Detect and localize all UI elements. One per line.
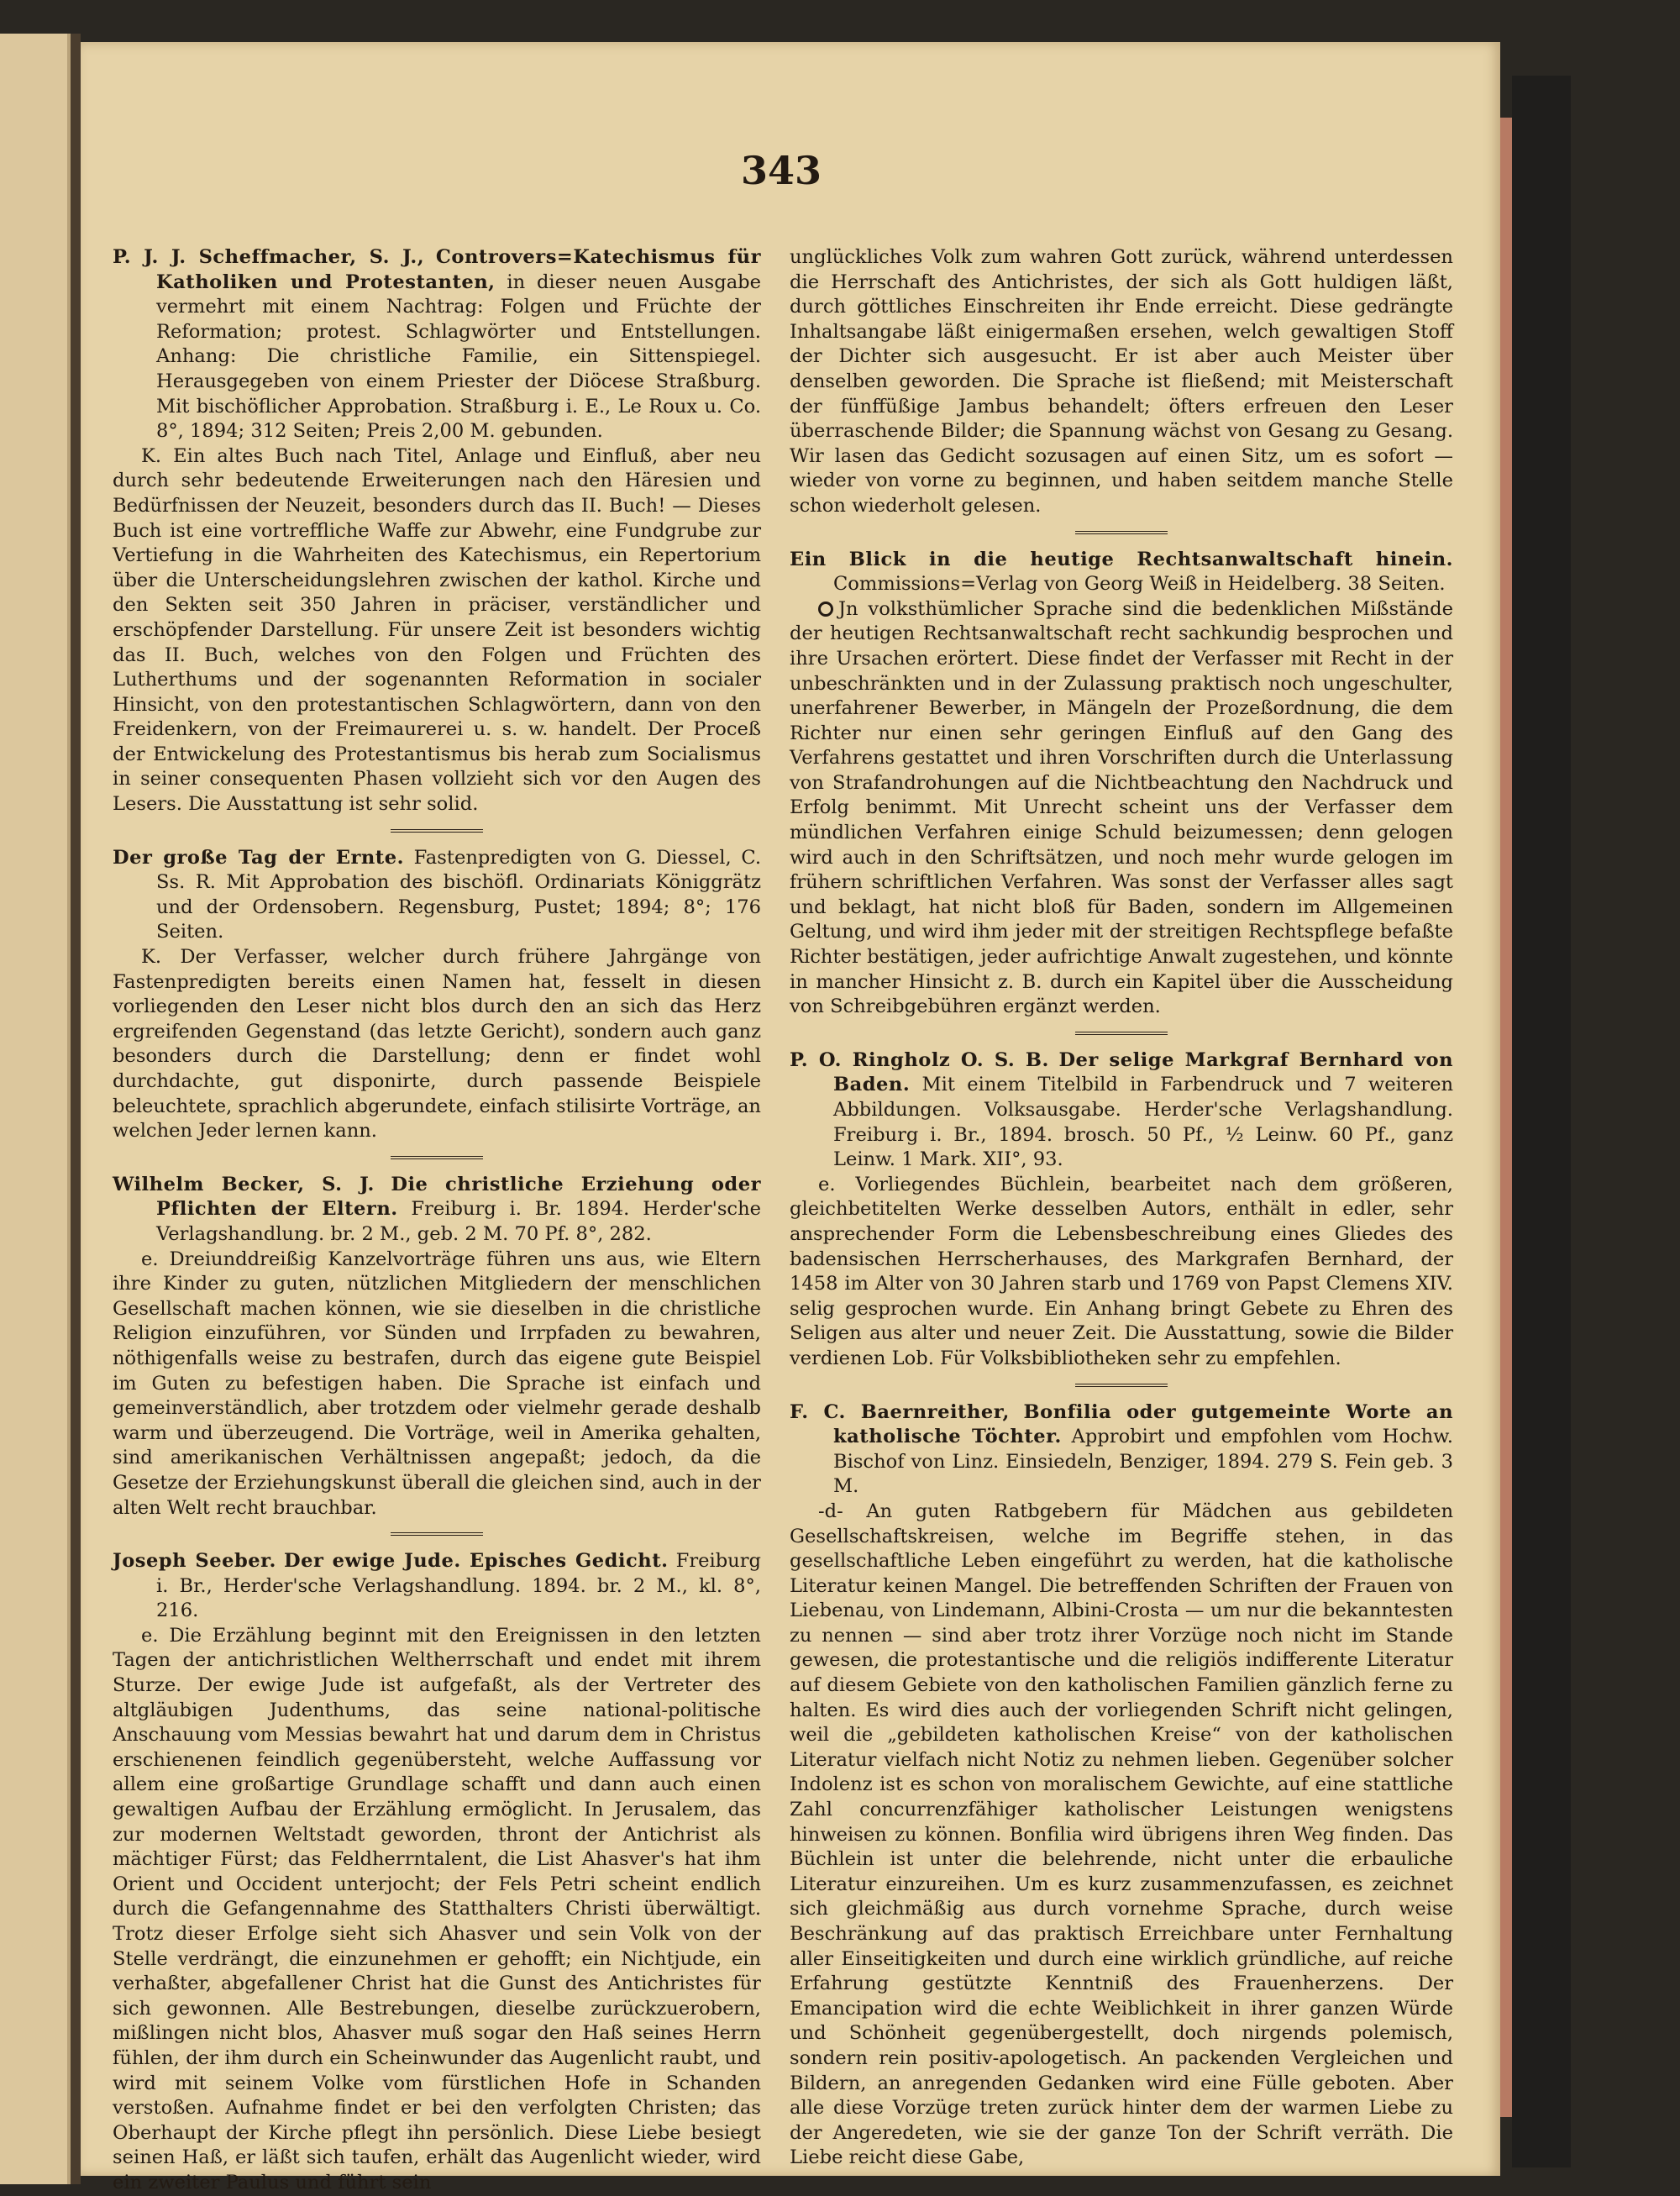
entry-title: Bonfilia oder gutgemeinte Worte an katholische Töchter. [833,1400,1453,1448]
entry-author: F. C. Baernreither, [790,1400,1010,1423]
review-entry-continuation [790,245,1453,519]
entry-title: Controvers=Katechismus für Katholiken und Protestanten, [156,246,761,293]
entry-author: P. J. J. Scheffmacher, S. J., [113,246,425,268]
entry-author: P. O. Ringholz O. S. B. [790,1048,1049,1071]
entry-publication-info: in dieser neuen Ausgabe vermehrt mit einem Nachtrag: Folgen und Früchte der Reformation; protest. Schlagwörter und Entstellungen. Anhang: Die christliche Familie, ein Sittenspiegel. Herausgegeben von einem Priester der Diöcese Straßburg. Mit bischöflicher Approbation. Straßburg i. E., Le Roux u. Co. 8°, 1894; 312 Seiten; Preis 2,00 M. gebunden. [156,271,762,443]
right-column [790,245,1453,2171]
entry-author: Joseph Seeber. [113,1550,276,1573]
entry-heading [113,846,761,945]
separator-rule [1075,1032,1168,1035]
entry-publication-info: Fastenpredigten von G. Diessel, C. Ss. R. Mit Approbation des bischöfl. Ordinariats Königgrätz und der Ordensobern. Regensburg, Pustet; 1894; 8°; 176 Seiten. [156,846,761,943]
book-gutter [71,34,81,2184]
page-edge-stack [1500,118,1512,2117]
entry-heading [113,1173,761,1248]
entry-title: Der selige Markgraf Bernhard von Baden. [833,1048,1454,1096]
entry-publication-info: Freiburg i. Br. 1894. Herder'sche Verlagshandlung. br. 2 M., geb. 2 M. 70 Pf. 8°, 282. [156,1198,761,1245]
review-entry [790,1048,1453,1372]
separator-rule [391,829,483,833]
entry-publication-info: Commissions=Verlag von Georg Weiß in Heidelberg. 38 Seiten. [833,573,1446,596]
entry-heading [113,1549,761,1624]
entry-title: Der große Tag der Ernte. [113,846,404,869]
review-entry [790,548,1453,1020]
previous-page-edge [0,34,71,2184]
review-entry [113,1173,761,1521]
entry-review-text: -d- An guten Ratbgebern für Mädchen aus gebildeten Gesellschaftskreisen, welche im Begriffe stehen, in das gesellschaftliche Leben eingeführt zu werden, hat die katholische Literatur keinen Mangel. Die betreffenden Schriften der Frauen von Liebenau, von Lindemann, Albini-Crosta — um nur die bekanntesten zu nennen — sind aber trotz ihrer Vorzüge noch nicht im Stande gewesen, die protestantische und die religiös indifferente Literatur auf diesem Gebiete von den katholischen Familien gänzlich ferne zu halten. Es wird dies auch der vorliegenden Schrift nicht gelingen, weil die „gebildeten katholischen Kreise“ von der katholischen Literatur vielfach nicht Notiz zu nehmen lieben. Gegenüber solcher Indolenz ist es schon von moralischem Gewichte, auf eine stattliche Zahl concurrenzfähiger katholischer Leistungen wenigstens hinweisen zu können. Bonfilia wird übrigens ihren Weg finden. Das Büchlein ist unter die belehrende, nicht unter die erbauliche Literatur einzureihen. Um es kurz zusammenzufassen, es zeichnet sich gleichmäßig aus durch vornehme Sprache, durch weise Beschränkung auf das praktisch Erreichbare unter Fernhaltung aller Einseitigkeiten und durch eine wirklich gründliche, auf reiche Erfahrung gestützte Kenntniß des Frauenherzens. Der Emancipation wird die echte Weiblichkeit in ihrer ganzen Würde und Schönheit gegenübergestellt, doch nirgends polemisch, sondern rein positiv-apologetisch. An packenden Vergleichen und Bildern, an anregenden Gedanken wird eine Fülle geboten. Aber alle diese Vorzüge treten zurück hinter dem der warmen Liebe zu der Angeredeten, wie sie der ganze Ton der Schrift verräth. Die Liebe reicht diese Gabe, [790,1500,1453,2169]
book-cover [1512,76,1571,2167]
entry-publication-info: Freiburg i. Br., Herder'sche Verlagshandlung. 1894. br. 2 M., kl. 8°, 216. [156,1550,761,1622]
separator-rule [1075,1384,1168,1387]
separator-rule [391,1532,483,1536]
entry-heading [790,1048,1453,1173]
circle-reviewer-mark-icon [818,602,833,617]
review-entry [113,1549,761,2195]
review-entry [790,1400,1453,2171]
entry-author: Wilhelm Becker, S. J. [113,1173,375,1195]
entry-review-text: e. Die Erzählung beginnt mit den Ereignissen in den letzten Tagen der antichristlichen Weltherrschaft und endet mit ihrem Sturze. Der ewige Jude ist aufgefaßt, als der Vertreter des altgläubigen Judenthums, das seine national-politische Anschauung vom Messias bewahrt hat und darum dem in Christus erschienenen feindlich gegenübersteht, welche Auffassung vor allem eine großartige Grundlage schafft und dann auch einen gewaltigen Aufbau der Erzählung ermöglicht. In Jerusalem, das zur modernen Weltstadt geworden, thront der Antichrist als mächtiger Fürst; das Feldherrntalent, die List Ahasver's hat ihm Orient und Occident unterjocht; der Fels Petri scheint endlich durch die Gefangennahme des Statthalters Christi überwältigt. Trotz dieser Erfolge sieht sich Ahasver und sein Volk von der Stelle verdrängt, die einzunehmen er gehofft; ein Nichtjude, ein verhaßter, abgefallener Christ hat die Gunst des Antichristes für sich gewonnen. Alle Bestrebungen, dieselbe zurückzuerobern, mißlingen nicht blos, Ahasver muß sogar den Haß seines Herrn fühlen, der ihm durch ein Scheinwunder das Augenlicht raubt, und wird mit seinem Volke vom fürstlichen Hofe in Schanden verstoßen. Aufnahme findet er bei den verfolgten Christen; das Oberhaupt der Kirche pflegt ihn persönlich. Diese Liebe besiegt seinen Haß, er läßt sich taufen, erhält das Augenlicht wieder, wird ein zweiter Paulus und führt sein [113,1624,761,2193]
entry-review-body [790,597,1453,1020]
separator-rule [1075,531,1168,534]
review-entry [113,245,761,817]
entry-publication-info: Approbirt und empfohlen vom Hochw. Bischof von Linz. Einsiedeln, Benziger, 1894. 279 S. Fein geb. 3 M. [833,1426,1453,1498]
entry-title: Der ewige Jude. Episches Gedicht. [283,1550,669,1573]
entry-heading [790,1400,1453,1500]
entry-heading [790,548,1453,597]
left-column [113,245,761,2196]
entry-review-text: e. Vorliegendes Büchlein, bearbeitet nach dem größeren, gleichbetitelten Werke desselben Autors, enthält in edler, sehr ansprechender Form die Lebensbeschreibung eines Gliedes des badensischen Herrscherhauses, des Markgrafen Bernhard, der 1458 im Alter von 30 Jahren starb und 1769 von Papst Clemens XIV. selig gesprochen wurde. Ein Anhang bringt Gebete zu Ehren des Seligen aus alter und neuer Zeit. Die Ausstattung, sowie die Bilder verdienen Lob. Für Volksbibliotheken sehr zu empfehlen. [790,1173,1453,1369]
entry-publication-info: Mit einem Titelbild in Farbendruck und 7 weiteren Abbildungen. Volksausgabe. Herder'sche Verlagshandlung. Freiburg i. Br., 1894. brosch. 50 Pf., ½ Leinw. 60 Pf., ganz Leinw. 1 Mark. XII°, 93. [833,1074,1454,1171]
entry-review-text: unglückliches Volk zum wahren Gott zurück, während unterdessen die Herrschaft des Antichristes, der sich als Gott huldigen läßt, durch göttliches Einschreiten ihr Ende erreicht. Diese gedrängte Inhaltsangabe läßt einigermaßen ersehen, welch gewaltigen Stoff der Dichter sich ausgesucht. Er ist aber auch Meister über denselben geworden. Die Sprache ist fließend; mit Meisterschaft der fünffüßige Jambus behandelt; öfters erfreuen den Leser überraschende Bilder; die Spannung wächst von Gesang zu Gesang. Wir lasen das Gedicht sozusagen auf einen Sitz, um es sofort — wieder von vorne zu beginnen, und haben seitdem manche Stelle schon wiederholt gelesen. [790,246,1453,517]
entry-review-text: K. Ein altes Buch nach Titel, Anlage und Einfluß, aber neu durch sehr bedeutende Erweiterungen nach den Häresien und Bedürfnissen der Neuzeit, besonders durch das II. Buch! — Dieses Buch ist eine vortreffliche Waffe zur Abwehr, eine Fundgrube zur Vertiefung in die Wahrheiten des Katechismus, ein Repertorium über die Unterscheidungslehren zwischen der kathol. Kirche und den Sekten seit 350 Jahren in präciser, verständlicher und erschöpfender Darstellung. Für unsere Zeit ist besonders wichtig das II. Buch, welches von den Folgen und Früchten des Lutherthums und der sogenannten Reformation in socialer Hinsicht, von den protestantischen Schlagwörtern, dann von den Freidenkern, von der Freimaurerei u. s. w. handelt. Der Proceß der Entwickelung des Protestantismus bis herab zum Socialismus in seiner consequenten Phasen vollzieht sich vor den Augen des Lesers. Die Ausstattung ist sehr solid. [113,444,761,816]
entry-review-text: Jn volksthümlicher Sprache sind die bedenklichen Mißstände der heutigen Rechtsanwaltschaft recht sachkundig besprochen und ihre Ursachen erörtert. Diese findet der Verfasser mit Recht in der unbeschränkten und in der Zulassung praktisch noch ungeschulter, unerfahrener Bewerber, in Mängeln der Prozeßordnung, die dem Richter nur einen sehr geringen Einfluß auf den Gang des Verfahrens gestattet und ihren Vorschriften durch die Unterlassung von Strafandrohungen auf die Nichtbeachtung den Nachdruck und Erfolg benimmt. Mit Unrecht scheint uns der Verfasser dem mündlichen Verfahren einige Schuld beizumessen; denn gelogen wird auch in den Schriftsätzen, und noch mehr wurde gelogen im frühern schriftlichen Verfahren. Was sonst der Verfasser alles sagt und beklagt, hat nicht bloß für Baden, sondern im Allgemeinen Geltung, und wird ihm jeder mit der streitigen Rechtspflege befaßte Richter bestätigen, jeder aufrichtige Anwalt zugestehen, und könnte in mancher Hinsicht z. B. durch ein Kapitel über die Ausscheidung von Schreibgebühren ergänzt werden. [790,597,1453,1018]
review-entry [113,846,761,1144]
entry-heading [113,245,761,444]
entry-title: Ein Blick in die heutige Rechtsanwaltschaft hinein. [790,548,1453,570]
entry-title: Die christliche Erziehung oder Pflichten der Eltern. [156,1173,762,1221]
page-number: 343 [740,148,822,193]
entry-review-text: e. Dreiunddreißig Kanzelvorträge führen uns aus, wie Eltern ihre Kinder zu guten, nützlichen Mitgliedern der menschlichen Gesellschaft machen können, wie sie dieselben in die christliche Religion einzuführen, vor Sünden und Irrpfaden zu bewahren, nöthigenfalls weise zu bestrafen, durch das eigene gute Beispiel im Guten zu befestigen haben. Die Sprache ist einfach und gemeinverständlich, aber trotzdem oder vielmehr gerade deshalb warm und überzeugend. Die Vorträge, weil in Amerika gehalten, sind amerikanischen Verhältnissen angepaßt; jedoch, da die Gesetze der Erziehungskunst überall die gleichen sind, auch in der alten Welt recht brauchbar. [113,1248,761,1519]
entry-review-text: K. Der Verfasser, welcher durch frühere Jahrgänge von Fastenpredigten bereits einen Namen hat, fesselt in diesen vorliegenden den Leser nicht blos durch den an sich das Herz ergreifenden Gegenstand (das letzte Gericht), sondern auch ganz besonders durch die Darstellung; denn er findet wohl durchdachte, gut disponirte, durch passende Beispiele beleuchtete, sprachlich abgerundete, einfach stilisirte Vorträge, an welchen Jeder lernen kann. [113,946,761,1143]
separator-rule [391,1156,483,1159]
